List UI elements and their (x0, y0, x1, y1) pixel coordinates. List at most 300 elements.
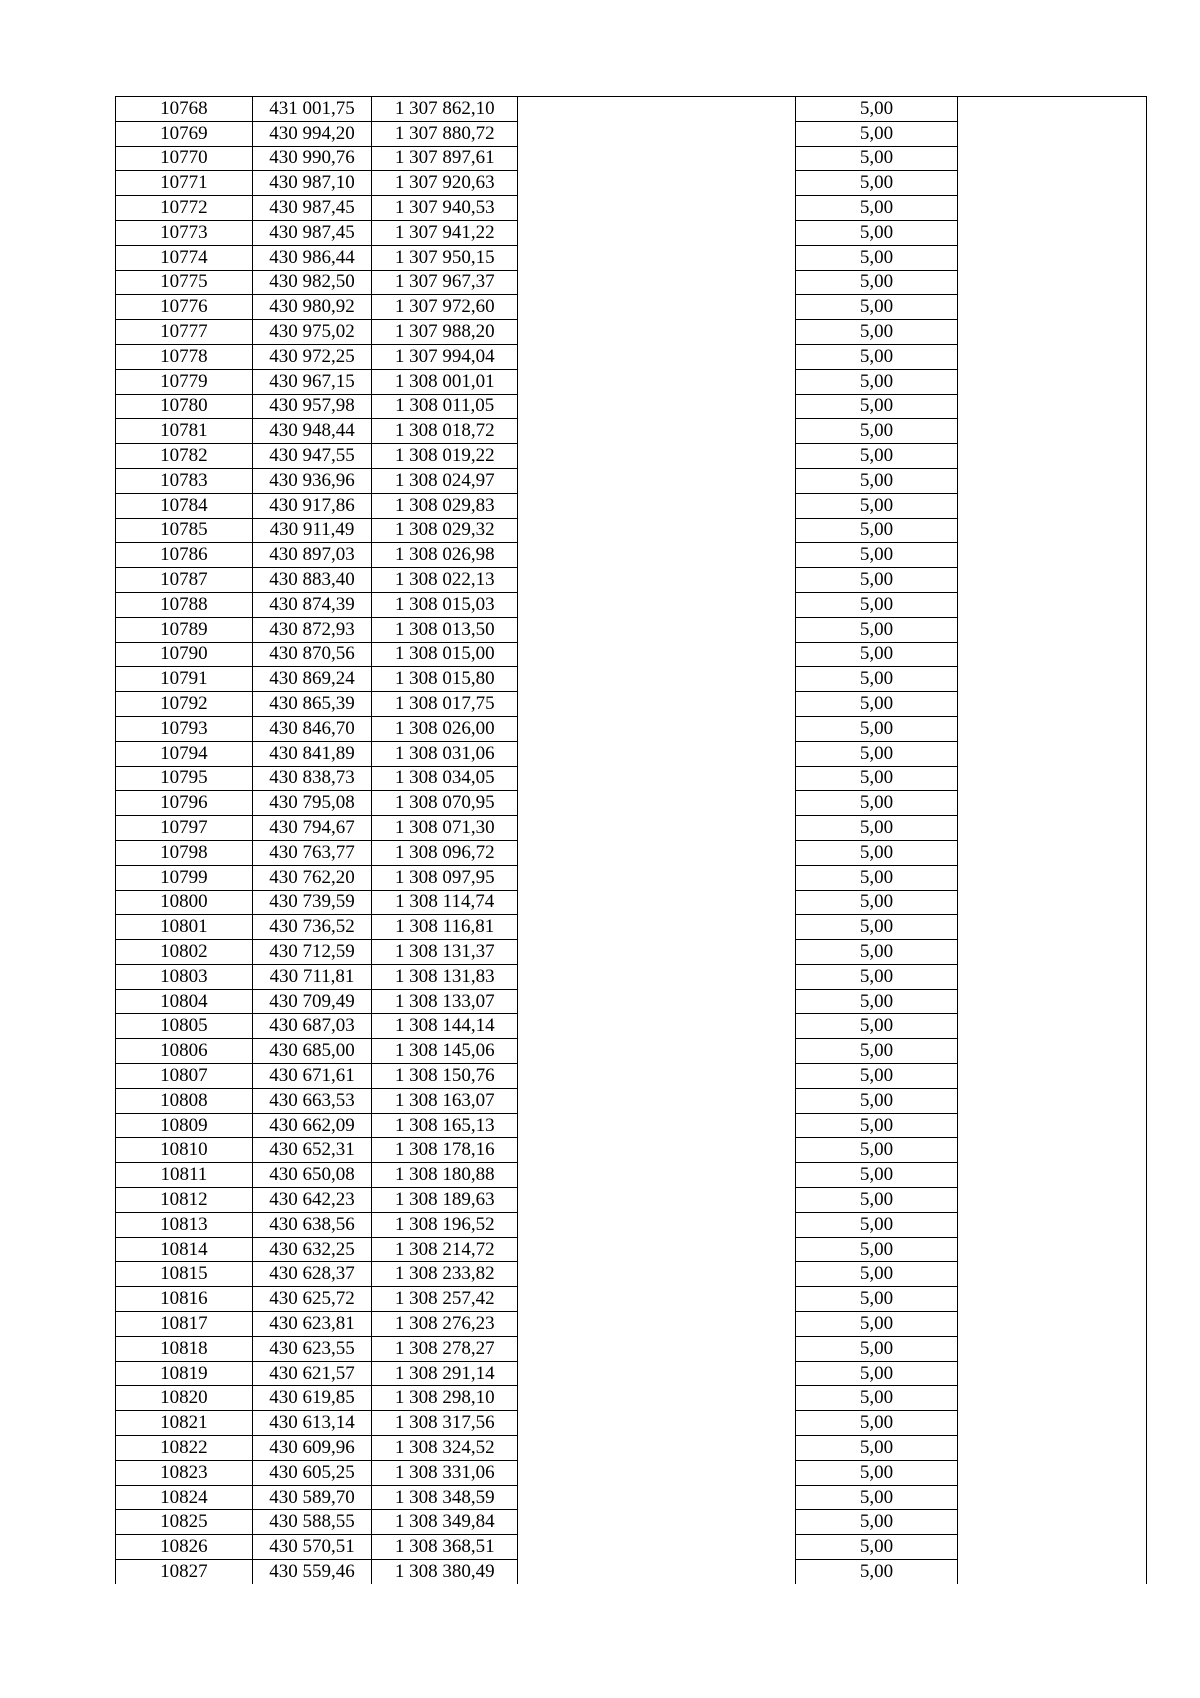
empty-cell (958, 344, 1147, 369)
empty-cell (518, 543, 796, 568)
table-row (116, 617, 1147, 642)
empty-cell (518, 1262, 796, 1287)
x-coordinate-cell: 430 652,31 (252, 1138, 371, 1163)
empty-cell (518, 915, 796, 940)
empty-cell (518, 97, 796, 122)
value-cell: 5,00 (795, 146, 957, 171)
y-coordinate-cell: 1 308 019,22 (372, 444, 518, 469)
table-row (116, 1088, 1147, 1113)
empty-cell (958, 1411, 1147, 1436)
table-row (116, 692, 1147, 717)
empty-cell (518, 1188, 796, 1213)
table-row (116, 840, 1147, 865)
empty-cell (958, 1560, 1147, 1584)
y-coordinate-cell: 1 308 029,83 (372, 493, 518, 518)
empty-cell (518, 716, 796, 741)
value-cell: 5,00 (795, 1361, 957, 1386)
y-coordinate-cell: 1 308 001,01 (372, 369, 518, 394)
x-coordinate-cell: 430 987,45 (252, 196, 371, 221)
point-number-cell: 10788 (116, 592, 253, 617)
x-coordinate-cell: 430 841,89 (252, 741, 371, 766)
table-row (116, 1336, 1147, 1361)
value-cell: 5,00 (795, 1138, 957, 1163)
empty-cell (958, 146, 1147, 171)
point-number-cell: 10826 (116, 1535, 253, 1560)
y-coordinate-cell: 1 308 116,81 (372, 915, 518, 940)
value-cell: 5,00 (795, 1535, 957, 1560)
y-coordinate-cell: 1 308 013,50 (372, 617, 518, 642)
x-coordinate-cell: 430 870,56 (252, 642, 371, 667)
point-number-cell: 10825 (116, 1510, 253, 1535)
y-coordinate-cell: 1 308 324,52 (372, 1436, 518, 1461)
x-coordinate-cell: 430 623,81 (252, 1312, 371, 1337)
point-number-cell: 10774 (116, 245, 253, 270)
value-cell: 5,00 (795, 444, 957, 469)
empty-cell (518, 1535, 796, 1560)
coordinates-table (115, 96, 1147, 1584)
table-row (116, 1188, 1147, 1213)
value-cell: 5,00 (795, 1336, 957, 1361)
empty-cell (518, 493, 796, 518)
x-coordinate-cell: 430 794,67 (252, 816, 371, 841)
empty-cell (958, 245, 1147, 270)
table-row (116, 220, 1147, 245)
empty-cell (958, 989, 1147, 1014)
value-cell: 5,00 (795, 890, 957, 915)
empty-cell (518, 444, 796, 469)
x-coordinate-cell: 430 671,61 (252, 1064, 371, 1089)
value-cell: 5,00 (795, 617, 957, 642)
point-number-cell: 10817 (116, 1312, 253, 1337)
empty-cell (958, 493, 1147, 518)
empty-cell (518, 1460, 796, 1485)
value-cell: 5,00 (795, 220, 957, 245)
y-coordinate-cell: 1 308 317,56 (372, 1411, 518, 1436)
value-cell: 5,00 (795, 1014, 957, 1039)
table-row (116, 1312, 1147, 1337)
x-coordinate-cell: 430 990,76 (252, 146, 371, 171)
value-cell: 5,00 (795, 865, 957, 890)
empty-cell (958, 692, 1147, 717)
table-row (116, 1212, 1147, 1237)
x-coordinate-cell: 430 982,50 (252, 270, 371, 295)
empty-cell (518, 617, 796, 642)
y-coordinate-cell: 1 308 011,05 (372, 394, 518, 419)
value-cell: 5,00 (795, 766, 957, 791)
value-cell: 5,00 (795, 840, 957, 865)
point-number-cell: 10815 (116, 1262, 253, 1287)
y-coordinate-cell: 1 308 380,49 (372, 1560, 518, 1584)
y-coordinate-cell: 1 307 940,53 (372, 196, 518, 221)
value-cell: 5,00 (795, 543, 957, 568)
y-coordinate-cell: 1 307 972,60 (372, 295, 518, 320)
value-cell: 5,00 (795, 344, 957, 369)
empty-cell (958, 865, 1147, 890)
table-row (116, 1411, 1147, 1436)
table-row (116, 245, 1147, 270)
empty-cell (958, 1237, 1147, 1262)
point-number-cell: 10824 (116, 1485, 253, 1510)
y-coordinate-cell: 1 308 368,51 (372, 1535, 518, 1560)
empty-cell (518, 518, 796, 543)
table-row (116, 642, 1147, 667)
y-coordinate-cell: 1 307 950,15 (372, 245, 518, 270)
table-row (116, 146, 1147, 171)
table-row (116, 940, 1147, 965)
x-coordinate-cell: 430 632,25 (252, 1237, 371, 1262)
x-coordinate-cell: 430 883,40 (252, 568, 371, 593)
y-coordinate-cell: 1 307 897,61 (372, 146, 518, 171)
table-row (116, 1560, 1147, 1584)
y-coordinate-cell: 1 308 257,42 (372, 1287, 518, 1312)
empty-cell (958, 667, 1147, 692)
point-number-cell: 10769 (116, 121, 253, 146)
y-coordinate-cell: 1 308 178,16 (372, 1138, 518, 1163)
value-cell: 5,00 (795, 320, 957, 345)
table-row (116, 989, 1147, 1014)
table-row (116, 667, 1147, 692)
point-number-cell: 10818 (116, 1336, 253, 1361)
x-coordinate-cell: 430 795,08 (252, 791, 371, 816)
point-number-cell: 10807 (116, 1064, 253, 1089)
empty-cell (518, 1312, 796, 1337)
value-cell: 5,00 (795, 1510, 957, 1535)
empty-cell (518, 766, 796, 791)
point-number-cell: 10786 (116, 543, 253, 568)
x-coordinate-cell: 430 588,55 (252, 1510, 371, 1535)
empty-cell (518, 865, 796, 890)
y-coordinate-cell: 1 307 994,04 (372, 344, 518, 369)
empty-cell (958, 543, 1147, 568)
value-cell: 5,00 (795, 592, 957, 617)
value-cell: 5,00 (795, 97, 957, 122)
empty-cell (518, 295, 796, 320)
y-coordinate-cell: 1 308 015,03 (372, 592, 518, 617)
empty-cell (958, 890, 1147, 915)
y-coordinate-cell: 1 308 070,95 (372, 791, 518, 816)
point-number-cell: 10819 (116, 1361, 253, 1386)
empty-cell (958, 716, 1147, 741)
point-number-cell: 10806 (116, 1039, 253, 1064)
x-coordinate-cell: 430 936,96 (252, 468, 371, 493)
x-coordinate-cell: 430 619,85 (252, 1386, 371, 1411)
empty-cell (958, 1039, 1147, 1064)
coordinates-table-body (116, 97, 1147, 1584)
x-coordinate-cell: 430 642,23 (252, 1188, 371, 1213)
y-coordinate-cell: 1 308 029,32 (372, 518, 518, 543)
point-number-cell: 10800 (116, 890, 253, 915)
y-coordinate-cell: 1 308 015,00 (372, 642, 518, 667)
point-number-cell: 10827 (116, 1560, 253, 1584)
y-coordinate-cell: 1 307 988,20 (372, 320, 518, 345)
value-cell: 5,00 (795, 369, 957, 394)
value-cell: 5,00 (795, 1039, 957, 1064)
value-cell: 5,00 (795, 1460, 957, 1485)
y-coordinate-cell: 1 308 024,97 (372, 468, 518, 493)
table-row (116, 394, 1147, 419)
y-coordinate-cell: 1 307 920,63 (372, 171, 518, 196)
value-cell: 5,00 (795, 468, 957, 493)
point-number-cell: 10794 (116, 741, 253, 766)
value-cell: 5,00 (795, 1287, 957, 1312)
point-number-cell: 10770 (116, 146, 253, 171)
point-number-cell: 10777 (116, 320, 253, 345)
table-row (116, 97, 1147, 122)
empty-cell (518, 270, 796, 295)
table-row (116, 121, 1147, 146)
x-coordinate-cell: 430 869,24 (252, 667, 371, 692)
empty-cell (518, 592, 796, 617)
table-row (116, 1039, 1147, 1064)
value-cell: 5,00 (795, 1411, 957, 1436)
point-number-cell: 10802 (116, 940, 253, 965)
y-coordinate-cell: 1 308 150,76 (372, 1064, 518, 1089)
y-coordinate-cell: 1 308 189,63 (372, 1188, 518, 1213)
table-row (116, 964, 1147, 989)
x-coordinate-cell: 430 625,72 (252, 1287, 371, 1312)
value-cell: 5,00 (795, 642, 957, 667)
table-row (116, 1386, 1147, 1411)
empty-cell (958, 270, 1147, 295)
point-number-cell: 10823 (116, 1460, 253, 1485)
empty-cell (958, 568, 1147, 593)
empty-cell (518, 890, 796, 915)
table-row (116, 468, 1147, 493)
empty-cell (958, 1212, 1147, 1237)
table-row (116, 1485, 1147, 1510)
point-number-cell: 10801 (116, 915, 253, 940)
empty-cell (958, 915, 1147, 940)
table-row (116, 1510, 1147, 1535)
value-cell: 5,00 (795, 295, 957, 320)
empty-cell (518, 568, 796, 593)
point-number-cell: 10784 (116, 493, 253, 518)
y-coordinate-cell: 1 308 291,14 (372, 1361, 518, 1386)
empty-cell (518, 1212, 796, 1237)
y-coordinate-cell: 1 308 034,05 (372, 766, 518, 791)
point-number-cell: 10808 (116, 1088, 253, 1113)
empty-cell (958, 1535, 1147, 1560)
empty-cell (518, 1436, 796, 1461)
value-cell: 5,00 (795, 1163, 957, 1188)
empty-cell (958, 1460, 1147, 1485)
x-coordinate-cell: 430 972,25 (252, 344, 371, 369)
table-row (116, 915, 1147, 940)
y-coordinate-cell: 1 308 144,14 (372, 1014, 518, 1039)
value-cell: 5,00 (795, 171, 957, 196)
value-cell: 5,00 (795, 1485, 957, 1510)
y-coordinate-cell: 1 308 026,00 (372, 716, 518, 741)
point-number-cell: 10780 (116, 394, 253, 419)
point-number-cell: 10789 (116, 617, 253, 642)
empty-cell (958, 1113, 1147, 1138)
table-row (116, 1361, 1147, 1386)
empty-cell (518, 791, 796, 816)
y-coordinate-cell: 1 308 131,83 (372, 964, 518, 989)
y-coordinate-cell: 1 308 096,72 (372, 840, 518, 865)
empty-cell (958, 196, 1147, 221)
point-number-cell: 10787 (116, 568, 253, 593)
table-row (116, 568, 1147, 593)
x-coordinate-cell: 430 986,44 (252, 245, 371, 270)
y-coordinate-cell: 1 308 131,37 (372, 940, 518, 965)
value-cell: 5,00 (795, 667, 957, 692)
x-coordinate-cell: 430 911,49 (252, 518, 371, 543)
x-coordinate-cell: 430 948,44 (252, 419, 371, 444)
x-coordinate-cell: 430 685,00 (252, 1039, 371, 1064)
empty-cell (518, 146, 796, 171)
table-row (116, 1535, 1147, 1560)
empty-cell (518, 1510, 796, 1535)
table-row (116, 791, 1147, 816)
value-cell: 5,00 (795, 419, 957, 444)
empty-cell (958, 1336, 1147, 1361)
table-row (116, 196, 1147, 221)
point-number-cell: 10816 (116, 1287, 253, 1312)
x-coordinate-cell: 430 957,98 (252, 394, 371, 419)
empty-cell (518, 692, 796, 717)
empty-cell (958, 444, 1147, 469)
x-coordinate-cell: 430 872,93 (252, 617, 371, 642)
empty-cell (518, 1237, 796, 1262)
empty-cell (518, 816, 796, 841)
point-number-cell: 10810 (116, 1138, 253, 1163)
point-number-cell: 10783 (116, 468, 253, 493)
value-cell: 5,00 (795, 1237, 957, 1262)
y-coordinate-cell: 1 308 165,13 (372, 1113, 518, 1138)
table-row (116, 1460, 1147, 1485)
value-cell: 5,00 (795, 1088, 957, 1113)
empty-cell (958, 1262, 1147, 1287)
empty-cell (958, 394, 1147, 419)
empty-cell (958, 1064, 1147, 1089)
point-number-cell: 10782 (116, 444, 253, 469)
value-cell: 5,00 (795, 940, 957, 965)
value-cell: 5,00 (795, 915, 957, 940)
x-coordinate-cell: 430 874,39 (252, 592, 371, 617)
empty-cell (958, 791, 1147, 816)
empty-cell (958, 1436, 1147, 1461)
point-number-cell: 10812 (116, 1188, 253, 1213)
empty-cell (958, 1312, 1147, 1337)
empty-cell (518, 667, 796, 692)
empty-cell (958, 320, 1147, 345)
empty-cell (518, 320, 796, 345)
point-number-cell: 10792 (116, 692, 253, 717)
point-number-cell: 10805 (116, 1014, 253, 1039)
y-coordinate-cell: 1 308 015,80 (372, 667, 518, 692)
value-cell: 5,00 (795, 1262, 957, 1287)
empty-cell (958, 121, 1147, 146)
y-coordinate-cell: 1 307 967,37 (372, 270, 518, 295)
table-row (116, 295, 1147, 320)
x-coordinate-cell: 430 763,77 (252, 840, 371, 865)
empty-cell (518, 989, 796, 1014)
empty-cell (518, 1014, 796, 1039)
value-cell: 5,00 (795, 791, 957, 816)
point-number-cell: 10775 (116, 270, 253, 295)
y-coordinate-cell: 1 308 233,82 (372, 1262, 518, 1287)
x-coordinate-cell: 430 838,73 (252, 766, 371, 791)
point-number-cell: 10791 (116, 667, 253, 692)
table-row (116, 1262, 1147, 1287)
x-coordinate-cell: 430 980,92 (252, 295, 371, 320)
x-coordinate-cell: 430 628,37 (252, 1262, 371, 1287)
y-coordinate-cell: 1 308 349,84 (372, 1510, 518, 1535)
empty-cell (518, 121, 796, 146)
point-number-cell: 10797 (116, 816, 253, 841)
value-cell: 5,00 (795, 518, 957, 543)
value-cell: 5,00 (795, 964, 957, 989)
x-coordinate-cell: 430 709,49 (252, 989, 371, 1014)
empty-cell (958, 940, 1147, 965)
x-coordinate-cell: 430 662,09 (252, 1113, 371, 1138)
point-number-cell: 10776 (116, 295, 253, 320)
value-cell: 5,00 (795, 1212, 957, 1237)
point-number-cell: 10773 (116, 220, 253, 245)
empty-cell (958, 419, 1147, 444)
y-coordinate-cell: 1 307 941,22 (372, 220, 518, 245)
empty-cell (958, 220, 1147, 245)
y-coordinate-cell: 1 308 278,27 (372, 1336, 518, 1361)
table-row (116, 1014, 1147, 1039)
empty-cell (518, 840, 796, 865)
point-number-cell: 10790 (116, 642, 253, 667)
table-row (116, 741, 1147, 766)
y-coordinate-cell: 1 308 298,10 (372, 1386, 518, 1411)
table-row (116, 1163, 1147, 1188)
table-row (116, 1113, 1147, 1138)
point-number-cell: 10820 (116, 1386, 253, 1411)
point-number-cell: 10822 (116, 1436, 253, 1461)
empty-cell (518, 1113, 796, 1138)
x-coordinate-cell: 430 711,81 (252, 964, 371, 989)
value-cell: 5,00 (795, 568, 957, 593)
x-coordinate-cell: 430 613,14 (252, 1411, 371, 1436)
empty-cell (958, 518, 1147, 543)
table-row (116, 890, 1147, 915)
empty-cell (518, 940, 796, 965)
empty-cell (518, 1485, 796, 1510)
x-coordinate-cell: 430 967,15 (252, 369, 371, 394)
table-row (116, 518, 1147, 543)
empty-cell (958, 1485, 1147, 1510)
y-coordinate-cell: 1 308 026,98 (372, 543, 518, 568)
empty-cell (518, 741, 796, 766)
empty-cell (518, 245, 796, 270)
empty-cell (958, 766, 1147, 791)
table-row (116, 369, 1147, 394)
x-coordinate-cell: 430 589,70 (252, 1485, 371, 1510)
point-number-cell: 10781 (116, 419, 253, 444)
y-coordinate-cell: 1 308 196,52 (372, 1212, 518, 1237)
x-coordinate-cell: 430 650,08 (252, 1163, 371, 1188)
empty-cell (958, 1088, 1147, 1113)
empty-cell (518, 1336, 796, 1361)
value-cell: 5,00 (795, 816, 957, 841)
y-coordinate-cell: 1 307 880,72 (372, 121, 518, 146)
empty-cell (958, 1361, 1147, 1386)
point-number-cell: 10793 (116, 716, 253, 741)
y-coordinate-cell: 1 308 214,72 (372, 1237, 518, 1262)
empty-cell (518, 171, 796, 196)
empty-cell (958, 741, 1147, 766)
table-row (116, 270, 1147, 295)
y-coordinate-cell: 1 308 133,07 (372, 989, 518, 1014)
empty-cell (958, 295, 1147, 320)
x-coordinate-cell: 430 638,56 (252, 1212, 371, 1237)
empty-cell (518, 1411, 796, 1436)
